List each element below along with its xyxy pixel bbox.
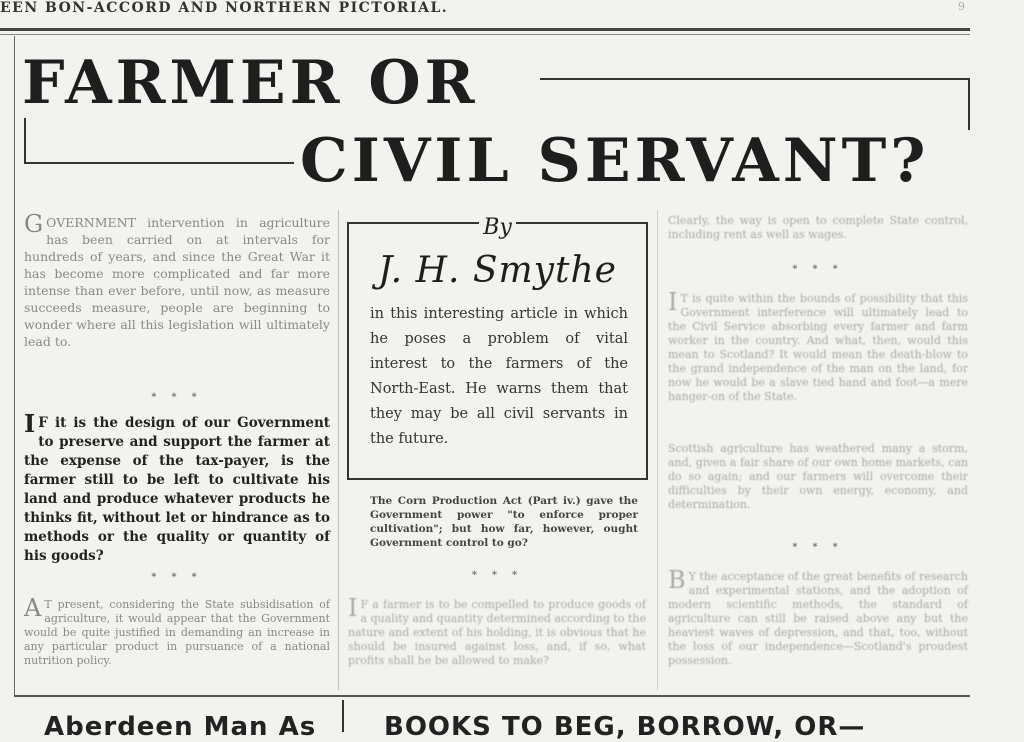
headline-line2: CIVIL SERVANT?	[300, 126, 930, 196]
column2-para: I F a farmer is to be compelled to produce goods of a quality and quantity determined according to the nature and extent of his holding, it is obvious that he should be insured against loss, and, if so, what profits shall he be allowed to make?	[348, 594, 646, 667]
headline-rule-top-right	[968, 78, 970, 130]
masthead-title: EEN BON-ACCORD AND NORTHERN PICTORIAL.	[0, 0, 449, 16]
footer-divider	[342, 700, 344, 732]
column3-para3: Scottish agriculture has weathered many a storm, and, given a fair share of our own home markets, can do so again; and our farmers will overcome their difficulties by their own energy, economy, and determination.	[668, 442, 968, 511]
column1-para2: I F it is the design of our Government to preserve and support the farmer at the expense of the tax-payer, is the farmer still to be left to cultivate his land and produce whatever products he thinks fit, without let or hindrance as to methods or the quality or quantity of his goods?	[24, 409, 330, 564]
dropcap: I	[668, 288, 678, 316]
byline-blurb: in this interesting article in which he poses a problem of vital interest to the farmers of the North-East. He warns them that they may be all civil servants in the future.	[370, 306, 628, 447]
next-article-right: BOOKS TO BEG, BORROW, OR—	[384, 712, 866, 742]
section-stars: * * *	[151, 392, 203, 403]
column1-para1: GOVERNMENT intervention in agriculture has been carried on at intervals for hundreds of years, and since the Great War it has become more complicated and far more intense than ever before, until now, as measure succeeds measure, people are beginning to wonder where all this legislation will ultimately lead to.	[24, 210, 330, 349]
dropcap: I	[348, 594, 358, 622]
article-caption: The Corn Production Act (Part iv.) gave the Government power "to enforce proper cultivation"; but how far, however, ought Government control to go?	[370, 495, 638, 549]
headline-rule-top	[540, 78, 970, 80]
dropcap: A	[24, 594, 42, 622]
page-number: 9	[958, 0, 965, 13]
next-article-left: Aberdeen Man As	[44, 712, 317, 742]
masthead-rule-thin	[0, 34, 970, 35]
section-stars: * * *	[792, 542, 844, 553]
section-stars: * * *	[151, 572, 203, 583]
byline-by: By	[347, 215, 648, 240]
dropcap: B	[668, 566, 686, 594]
section-stars: * * *	[792, 264, 844, 275]
footer-rule	[14, 695, 970, 697]
column3-para4: B Y the acceptance of the great benefits of research and experimental stations, and the adoption of modern scientific methods, the standard of agriculture can still be raised above any but the heaviest waves of depression, and that, too, without the loss of our independence—Scotland's proudest possession.	[668, 566, 968, 667]
column-divider	[657, 210, 658, 690]
headline-rule-bottom-left	[24, 118, 26, 164]
masthead-rule	[0, 28, 970, 31]
headline-rule-bottom	[24, 162, 294, 164]
column-divider	[338, 210, 339, 690]
dropcap: I	[24, 409, 36, 438]
column3-para2: I T is quite within the bounds of possibility that this Government interference will ultimately lead to the Civil Service absorbing every farmer and farm worker in the country. And what, then, would this mean to Scotland? It would mean the death-blow to the grand independence of the man on the land, for now he would be a slave tied hand and foot—a mere hanger-on of the State.	[668, 288, 968, 403]
headline-line1: FARMER OR	[22, 48, 479, 118]
dropcap: G	[24, 210, 44, 238]
left-margin-line	[14, 36, 15, 696]
author-name: J. H. Smythe	[378, 250, 617, 291]
column3-para1: Clearly, the way is open to complete State control, including rent as well as wages.	[668, 214, 968, 241]
column1-para3: A T present, considering the State subsidisation of agriculture, it would appear that the Government would be quite justified in demanding an increase in any particular product in pursuance of a national nutrition policy.	[24, 594, 330, 667]
section-stars: * * *	[471, 570, 524, 581]
